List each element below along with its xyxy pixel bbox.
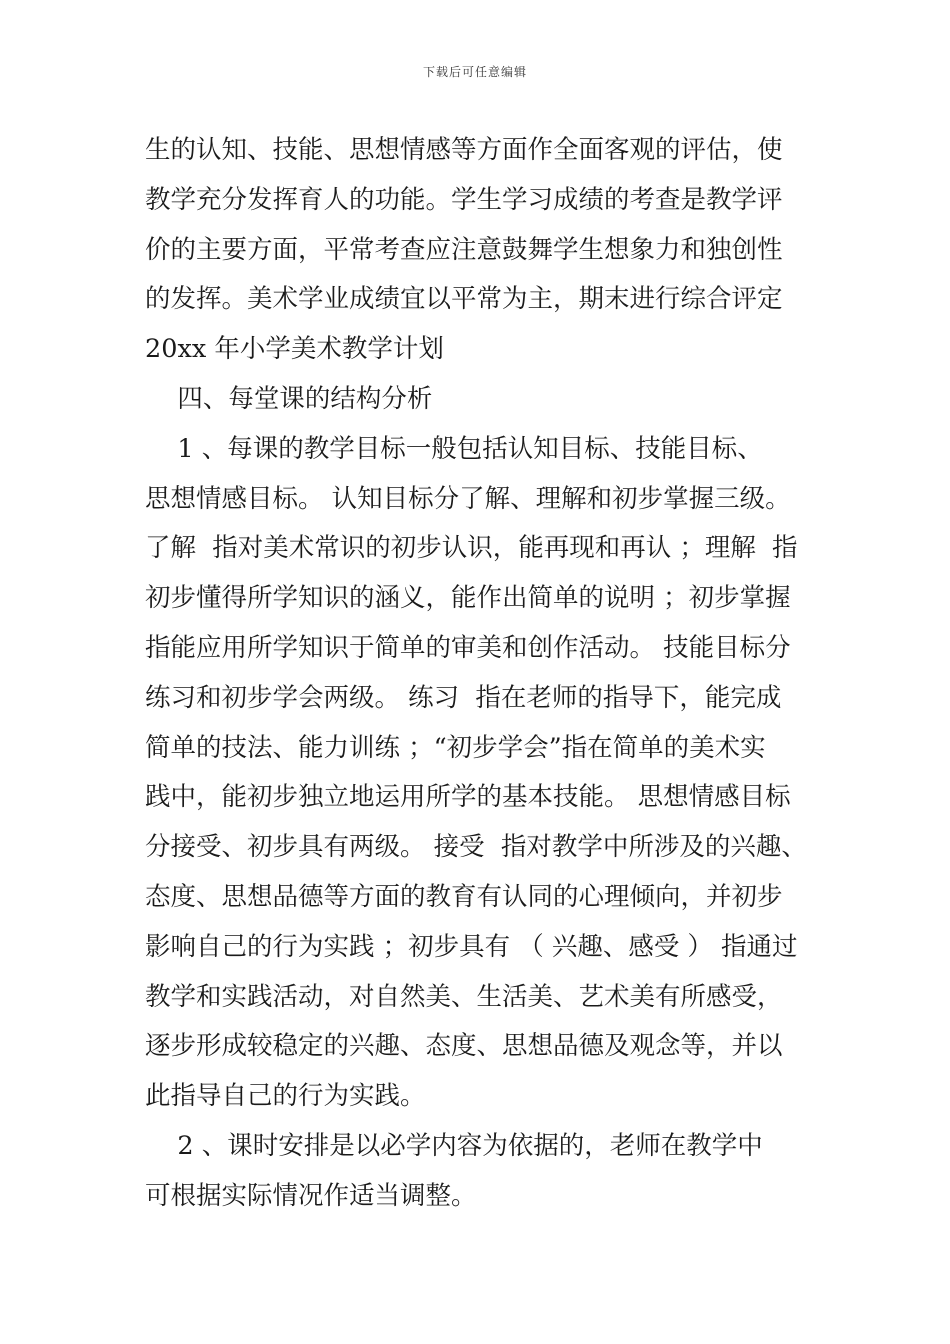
- plan-title-line: 20xx 年小学美术教学计划: [145, 334, 444, 365]
- text-line: 的发挥。美术学业成绩宜以平常为主，期末进行综合评定: [145, 284, 783, 315]
- text-line: 初步懂得所学知识的涵义，能作出简单的说明 ；初步掌握: [145, 583, 791, 614]
- text-line: 练习和初步学会两级。 练习 指在老师的指导下，能完成: [145, 682, 782, 713]
- text-line: 教学充分发挥育人的功能。学生学习成绩的考查是教学评: [145, 184, 783, 215]
- text-line: 1 、每课的教学目标一般包括认知目标、技能目标、: [145, 433, 763, 464]
- text-line: 简单的技法、能力训练 ；“初步学会”指在简单的美术实: [145, 732, 766, 763]
- text-line: 态度、思想品德等方面的教育有认同的心理倾向，并初步: [145, 881, 783, 912]
- text-line: 践中，能初步独立地运用所学的基本技能。 思想情感目标: [145, 782, 791, 813]
- text-line: 价的主要方面，平常考查应注意鼓舞学生想象力和独创性: [145, 234, 783, 265]
- document-body: [145, 126, 825, 1222]
- text-line: 生的认知、技能、思想情感等方面作全面客观的评估，使: [145, 135, 783, 165]
- text-line: 分接受、初步具有两级。 接受 指对教学中所涉及的兴趣、: [145, 832, 807, 863]
- download-note: 下载后可任意编辑: [422, 65, 527, 79]
- text-line: 指能应用所学知识于简单的审美和创作活动。 技能目标分: [145, 632, 791, 663]
- text-line: 影响自己的行为实践 ；初步具有 （ 兴趣、感受 ） 指通过: [145, 931, 798, 962]
- text-line: 了解 指对美术常识的初步认识，能再现和再认 ；理解 指: [145, 533, 798, 564]
- text-line: 逐步形成较稳定的兴趣、态度、思想品德及观念等，并以: [145, 1031, 783, 1062]
- text-line: 可根据实际情况作适当调整。: [145, 1180, 477, 1211]
- text-line: 此指导自己的行为实践。: [145, 1081, 426, 1112]
- text-line: 教学和实践活动，对自然美、生活美、艺术美有所感受，: [145, 981, 783, 1012]
- text-line: 思想情感目标。 认知目标分了解、理解和初步掌握三级。: [145, 483, 791, 514]
- section-heading: 四、每堂课的结构分析: [145, 383, 433, 414]
- text-line: 2 、课时安排是以必学内容为依据的，老师在教学中: [145, 1130, 763, 1161]
